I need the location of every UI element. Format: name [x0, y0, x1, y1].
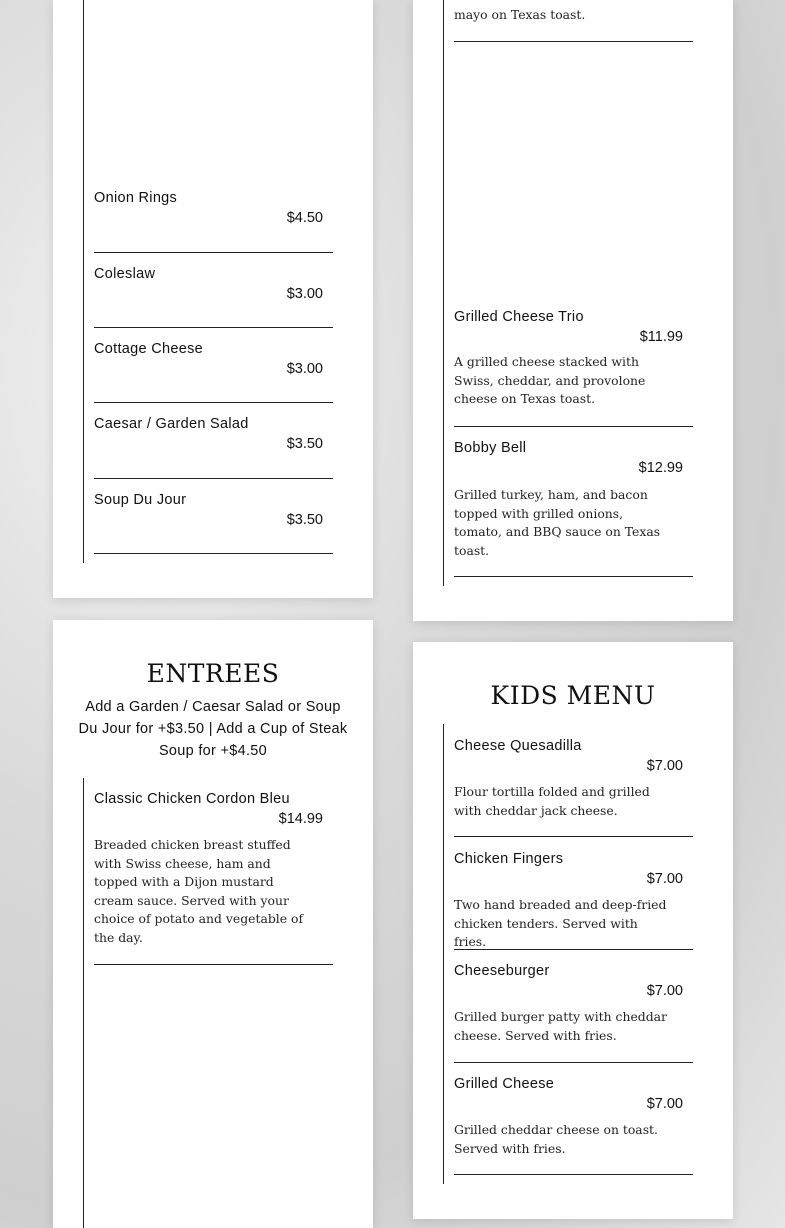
item-name: Soup Du Jour	[94, 492, 187, 508]
sides-card	[53, 0, 373, 598]
sides-list	[94, 0, 333, 563]
item-name: Chicken Fingers	[454, 851, 564, 867]
item-name: Onion Rings	[94, 190, 178, 206]
item-divider	[454, 41, 693, 42]
item-price: $7.00	[646, 1096, 683, 1112]
item-divider	[454, 1062, 693, 1063]
item-name: Grilled Cheese Trio	[454, 309, 584, 325]
entrees-divider-line	[83, 778, 84, 1228]
menu-item	[454, 738, 693, 837]
item-divider	[454, 949, 693, 950]
entrees-card	[53, 620, 373, 1228]
item-price: $3.00	[286, 286, 323, 302]
item-description: A grilled cheese stacked with Swiss, cheddar, and provolone cheese on Texas toast.	[454, 354, 646, 406]
item-description: Grilled burger patty with cheddar cheese. Served with fries.	[454, 1009, 667, 1043]
menu-item	[94, 791, 333, 965]
sandwiches-list	[454, 0, 693, 586]
menu-item	[454, 963, 693, 1063]
kids-list	[454, 738, 693, 1178]
item-price: $12.99	[638, 460, 683, 476]
menu-item	[94, 341, 333, 403]
item-description: Breaded chicken breast stuffed with Swiss cheese, ham and topped with a Dijon mustard cream sauce. Served with your choice of potato and vegetable of the day.	[94, 837, 304, 945]
item-name: Coleslaw	[94, 266, 156, 282]
item-description: Two hand breaded and deep-fried chicken tenders. Served with fries.	[454, 897, 667, 949]
item-divider	[94, 402, 333, 403]
menu-item	[94, 266, 333, 328]
item-price: $3.50	[286, 436, 323, 452]
item-name: Cottage Cheese	[94, 341, 203, 357]
item-description: Grilled turkey, ham, and bacon topped with grilled onions, tomato, and BBQ sauce on Texas toast.	[454, 487, 661, 558]
item-divider	[94, 478, 333, 479]
item-name: Classic Chicken Cordon Bleu	[94, 791, 290, 807]
item-divider	[454, 836, 693, 837]
item-divider	[94, 964, 333, 965]
menu-item	[454, 309, 693, 427]
menu-item	[454, 851, 693, 950]
item-divider	[454, 426, 693, 427]
menu-item-partial	[454, 0, 693, 42]
item-description: mayo on Texas toast.	[454, 7, 586, 22]
menu-item	[94, 190, 333, 253]
item-name: Cheese Quesadilla	[454, 738, 582, 754]
item-price: $3.50	[286, 512, 323, 528]
item-price: $7.00	[646, 871, 683, 887]
item-divider	[94, 553, 333, 554]
item-divider	[454, 576, 693, 577]
item-price: $7.00	[646, 983, 683, 999]
section-note: Add a Garden / Caesar Salad or Soup Du Jour for +$3.50 | Add a Cup of Steak Soup for +$4.50	[78, 699, 348, 759]
menu-item	[454, 440, 693, 577]
item-name: Caesar / Garden Salad	[94, 416, 249, 432]
item-divider	[94, 252, 333, 253]
item-price: $7.00	[646, 758, 683, 774]
item-divider	[454, 1174, 693, 1175]
item-description: Grilled cheddar cheese on toast. Served with fries.	[454, 1122, 658, 1156]
kids-divider-line	[443, 724, 444, 1184]
item-description: Flour tortilla folded and grilled with cheddar jack cheese.	[454, 784, 650, 818]
item-divider	[94, 327, 333, 328]
menu-item	[94, 416, 333, 479]
item-price: $14.99	[278, 811, 323, 827]
item-price: $4.50	[286, 210, 323, 226]
entrees-list	[94, 791, 333, 971]
kids-menu-card	[413, 642, 733, 1219]
item-name: Grilled Cheese	[454, 1076, 555, 1092]
menu-item	[94, 492, 333, 554]
section-title: ENTREES	[146, 659, 280, 688]
section-title: KIDS MENU	[490, 681, 656, 710]
sandwiches-card	[413, 0, 733, 621]
item-price: $11.99	[639, 329, 683, 345]
item-name: Cheeseburger	[454, 963, 550, 979]
item-name: Bobby Bell	[454, 440, 527, 456]
item-price: $3.00	[286, 361, 323, 377]
sandwiches-divider-line	[443, 0, 444, 586]
menu-item	[454, 1076, 693, 1175]
sides-divider-line	[83, 0, 84, 563]
